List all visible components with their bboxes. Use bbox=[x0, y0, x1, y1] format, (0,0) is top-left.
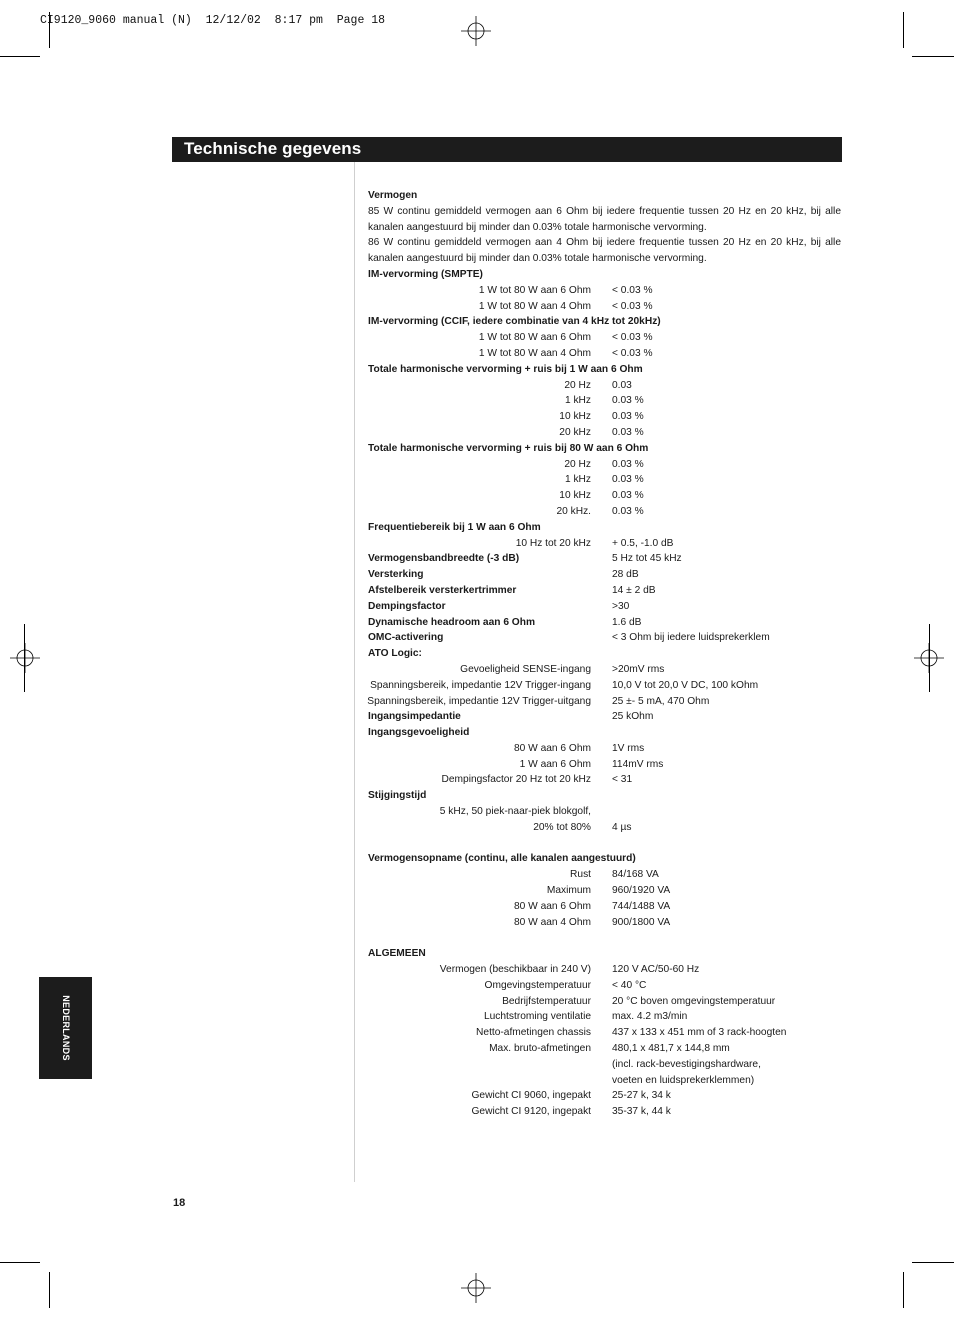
spec-row bbox=[368, 299, 841, 315]
spec-heading-text: Totale harmonische vervorming + ruis bij 1 W aan 6 Ohm bbox=[368, 363, 643, 375]
spec-row bbox=[368, 978, 841, 994]
spec-value: 0.03 bbox=[612, 379, 632, 391]
spec-row bbox=[368, 883, 841, 899]
spec-label: Gevoeligheid SENSE-ingang bbox=[460, 663, 591, 675]
crop-mark bbox=[903, 12, 904, 48]
spec-heading-text: ALGEMEEN bbox=[368, 948, 426, 960]
spec-label: 10 Hz tot 20 kHz bbox=[515, 537, 591, 549]
spec-row bbox=[368, 346, 841, 362]
spec-label: 1 W aan 6 Ohm bbox=[519, 758, 591, 770]
registration-mark-icon bbox=[461, 16, 491, 46]
spec-row bbox=[368, 472, 841, 488]
spec-value: 25 ±- 5 mA, 470 Ohm bbox=[612, 695, 710, 707]
spec-value: + 0.5, -1.0 dB bbox=[612, 537, 674, 549]
spec-row bbox=[368, 694, 841, 710]
spec-label: 1 W tot 80 W aan 6 Ohm bbox=[478, 332, 591, 344]
spec-value: 0.03 % bbox=[612, 411, 644, 423]
spec-heading-text: Afstelbereik versterkertrimmer bbox=[368, 584, 517, 596]
spec-value: voeten en luidsprekerklemmen) bbox=[612, 1074, 755, 1086]
spec-label: Maximum bbox=[546, 885, 591, 897]
spacer bbox=[368, 930, 841, 946]
spec-label: 20 Hz bbox=[564, 379, 591, 391]
spec-heading-text: Stijgingstijd bbox=[368, 790, 427, 802]
spec-heading-text: Ingangsgevoeligheid bbox=[368, 727, 470, 739]
spec-value: (incl. rack-bevestigingshardware, bbox=[612, 1058, 761, 1070]
spec-value: 744/1488 VA bbox=[612, 900, 671, 912]
registration-mark-icon bbox=[461, 1273, 491, 1303]
spec-heading-text: Vermogen bbox=[368, 190, 418, 201]
spec-value: 0.03 % bbox=[612, 395, 644, 407]
spec-heading-text: Vermogensopname (continu, alle kanalen aangestuurd) bbox=[368, 853, 636, 865]
section-title-bar bbox=[172, 137, 842, 162]
spec-value: 4 µs bbox=[612, 821, 632, 833]
spec-row bbox=[368, 409, 841, 425]
spec-heading-text: Dempingsfactor bbox=[368, 600, 446, 612]
spec-value: < 31 bbox=[612, 774, 633, 786]
registration-mark-icon bbox=[10, 643, 40, 673]
spec-row bbox=[368, 283, 841, 299]
spec-value: 0.03 % bbox=[612, 474, 644, 486]
spec-value: >20mV rms bbox=[612, 663, 665, 675]
spec-heading-text: IM-vervorming (CCIF, iedere combinatie van 4 kHz tot 20kHz) bbox=[368, 316, 661, 328]
spec-value: < 40 °C bbox=[612, 979, 647, 991]
spec-heading bbox=[368, 188, 841, 204]
spec-value: 900/1800 VA bbox=[612, 916, 671, 928]
crop-mark bbox=[0, 1262, 40, 1263]
spec-row bbox=[368, 741, 841, 757]
crop-mark bbox=[903, 1272, 904, 1308]
spec-label: Dempingsfactor 20 Hz tot 20 kHz bbox=[441, 774, 591, 786]
spec-value: 35-37 k, 44 k bbox=[612, 1106, 671, 1118]
spec-label: Luchtstroming ventilatie bbox=[483, 1011, 591, 1023]
spec-paragraph: 85 W continu gemiddeld vermogen aan 6 Ohm bij iedere frequentie tussen 20 Hz en 20 kHz, bij alle kanalen aangestuurd bij minder dan 0.03% totale harmonische vervorming. bbox=[368, 205, 841, 233]
spec-value: < 0.03 % bbox=[612, 347, 653, 359]
spec-value: 0.03 % bbox=[612, 458, 644, 470]
spec-row bbox=[368, 1009, 841, 1025]
spec-row bbox=[368, 757, 841, 773]
spec-row bbox=[368, 504, 841, 520]
spec-value: 0.03 % bbox=[612, 490, 644, 502]
spec-row bbox=[368, 820, 841, 836]
spec-value: < 0.03 % bbox=[612, 332, 653, 344]
spec-row bbox=[368, 551, 841, 567]
spec-row bbox=[368, 488, 841, 504]
spec-row bbox=[368, 772, 841, 788]
spec-heading-text: Versterking bbox=[368, 569, 424, 581]
spec-row bbox=[368, 1073, 841, 1089]
spec-value: 437 x 133 x 451 mm of 3 rack-hoogten bbox=[612, 1027, 787, 1039]
crop-mark bbox=[0, 56, 40, 57]
spec-row bbox=[368, 851, 841, 867]
spec-row bbox=[368, 1041, 841, 1057]
spec-value: 84/168 VA bbox=[612, 869, 659, 881]
spec-row bbox=[368, 678, 841, 694]
spec-row bbox=[368, 615, 841, 631]
spec-heading-text: IM-vervorming (SMPTE) bbox=[368, 268, 483, 280]
spec-row bbox=[368, 662, 841, 678]
spec-label: 1 W tot 80 W aan 4 Ohm bbox=[478, 347, 591, 359]
spec-value: 14 ± 2 dB bbox=[612, 584, 656, 596]
spec-content bbox=[368, 188, 841, 1120]
spec-row bbox=[368, 441, 841, 457]
spec-label: 1 kHz bbox=[564, 395, 591, 407]
spec-heading-text: Totale harmonische vervorming + ruis bij 80 W aan 6 Ohm bbox=[368, 442, 649, 454]
spec-row bbox=[368, 378, 841, 394]
spec-label: 20 kHz bbox=[559, 426, 591, 438]
spec-label: 10 kHz bbox=[559, 490, 591, 502]
spec-row bbox=[368, 1104, 841, 1120]
spec-row bbox=[368, 899, 841, 915]
spec-rows bbox=[368, 267, 841, 1120]
spec-row bbox=[368, 804, 841, 820]
spec-heading-text: OMC-activering bbox=[368, 632, 444, 644]
spec-row bbox=[368, 725, 841, 741]
spec-heading-text: ATO Logic: bbox=[368, 648, 422, 660]
spec-row bbox=[368, 425, 841, 441]
spec-label: 80 W aan 6 Ohm bbox=[513, 900, 591, 912]
spec-label: 80 W aan 6 Ohm bbox=[513, 742, 591, 754]
spec-row bbox=[368, 583, 841, 599]
spec-row bbox=[368, 1088, 841, 1104]
print-slug: CI9120_9060 manual (N) 12/12/02 8:17 pm Page 18 bbox=[40, 14, 386, 27]
spec-label: Rust bbox=[570, 869, 591, 881]
spec-row bbox=[368, 393, 841, 409]
spec-row bbox=[368, 630, 841, 646]
spec-row bbox=[368, 314, 841, 330]
spec-label: 1 W tot 80 W aan 4 Ohm bbox=[478, 300, 591, 312]
spec-heading-text: Frequentiebereik bij 1 W aan 6 Ohm bbox=[368, 521, 541, 533]
spec-row bbox=[368, 362, 841, 378]
spec-row bbox=[368, 709, 841, 725]
spec-row bbox=[368, 867, 841, 883]
spec-label: Bedrijfstemperatuur bbox=[502, 995, 591, 1007]
spec-value: < 0.03 % bbox=[612, 300, 653, 312]
spec-value: 0.03 % bbox=[612, 426, 644, 438]
spec-value: < 3 Ohm bij iedere luidsprekerklem bbox=[612, 632, 770, 644]
spec-label: 80 W aan 4 Ohm bbox=[513, 916, 591, 928]
spec-row bbox=[368, 567, 841, 583]
spec-value: 28 dB bbox=[612, 569, 639, 581]
spec-value: max. 4.2 m3/min bbox=[612, 1011, 688, 1023]
spec-row bbox=[368, 599, 841, 615]
spec-paragraph: 86 W continu gemiddeld vermogen aan 4 Ohm bij iedere frequentie tussen 20 Hz en 20 kHz, bij alle kanalen aangestuurd bij minder dan 0.03% totale harmonische vervorming. bbox=[368, 237, 841, 265]
spec-value: 25 kOhm bbox=[612, 711, 654, 723]
spec-row bbox=[368, 946, 841, 962]
spec-value: 5 Hz tot 45 kHz bbox=[612, 553, 682, 565]
spec-label: Omgevingstemperatuur bbox=[484, 979, 591, 991]
spec-value: 25-27 k, 34 k bbox=[612, 1090, 671, 1102]
spec-value: < 0.03 % bbox=[612, 284, 653, 296]
spec-row bbox=[368, 962, 841, 978]
crop-mark bbox=[912, 1262, 954, 1263]
spec-label: Spanningsbereik, impedantie 12V Trigger-uitgang bbox=[367, 695, 591, 707]
spec-heading-text: Dynamische headroom aan 6 Ohm bbox=[368, 616, 536, 628]
spec-value: 1V rms bbox=[612, 742, 645, 754]
spec-row bbox=[368, 520, 841, 536]
page-title: Technische gegevens bbox=[184, 139, 362, 158]
spec-label: 10 kHz bbox=[559, 411, 591, 423]
crop-mark bbox=[912, 56, 954, 57]
language-tab bbox=[39, 977, 92, 1079]
spec-row bbox=[368, 646, 841, 662]
spec-label: Max. bruto-afmetingen bbox=[489, 1043, 591, 1055]
crop-mark bbox=[49, 1272, 50, 1308]
spec-row bbox=[368, 1057, 841, 1073]
spec-label: 1 W tot 80 W aan 6 Ohm bbox=[478, 284, 591, 296]
registration-mark-icon bbox=[914, 643, 944, 673]
spec-label: 5 kHz, 50 piek-naar-piek blokgolf, bbox=[439, 806, 591, 818]
spec-value: >30 bbox=[612, 600, 630, 612]
spec-heading-text: Vermogensbandbreedte (-3 dB) bbox=[368, 553, 520, 565]
spec-heading-text: Ingangsimpedantie bbox=[368, 711, 461, 723]
spec-value: 114mV rms bbox=[612, 758, 664, 770]
spacer bbox=[368, 836, 841, 852]
spec-row bbox=[368, 536, 841, 552]
spec-label: 1 kHz bbox=[564, 474, 591, 486]
spec-label: Netto-afmetingen chassis bbox=[476, 1027, 591, 1039]
spec-label: 20 kHz. bbox=[556, 505, 591, 517]
language-tab-label: NEDERLANDS bbox=[60, 995, 71, 1061]
page-number: 18 bbox=[173, 1197, 186, 1209]
spec-label: Spanningsbereik, impedantie 12V Trigger-ingang bbox=[370, 679, 591, 691]
spec-row bbox=[368, 788, 841, 804]
column-divider bbox=[354, 162, 355, 1182]
spec-label: Vermogen (beschikbaar in 240 V) bbox=[439, 964, 591, 976]
spec-label: Gewicht CI 9060, ingepakt bbox=[471, 1090, 591, 1102]
spec-value: 1.6 dB bbox=[612, 616, 642, 628]
spec-row bbox=[368, 267, 841, 283]
spec-value: 10,0 V tot 20,0 V DC, 100 kOhm bbox=[612, 679, 759, 691]
spec-value: 960/1920 VA bbox=[612, 885, 671, 897]
spec-value: 480,1 x 481,7 x 144,8 mm bbox=[612, 1043, 730, 1055]
spec-label: Gewicht CI 9120, ingepakt bbox=[471, 1106, 591, 1118]
spec-value: 20 °C boven omgevingstemperatuur bbox=[612, 995, 776, 1007]
spec-row bbox=[368, 457, 841, 473]
spec-row bbox=[368, 915, 841, 931]
spec-value: 120 V AC/50-60 Hz bbox=[612, 964, 700, 976]
spec-label: 20% tot 80% bbox=[533, 821, 591, 833]
spec-row bbox=[368, 330, 841, 346]
spec-value: 0.03 % bbox=[612, 505, 644, 517]
spec-row bbox=[368, 1025, 841, 1041]
spec-row bbox=[368, 994, 841, 1010]
spec-label: 20 Hz bbox=[564, 458, 591, 470]
